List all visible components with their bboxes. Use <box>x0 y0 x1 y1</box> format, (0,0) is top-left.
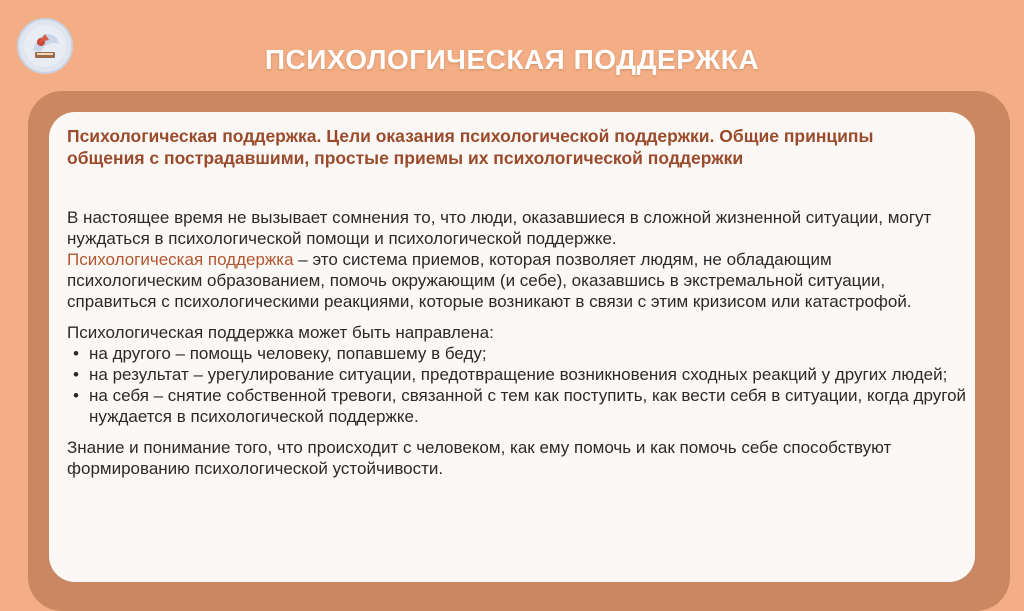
bullet-icon: • <box>73 386 79 405</box>
page-title: ПСИХОЛОГИЧЕСКАЯ ПОДДЕРЖКА <box>264 44 760 75</box>
section-heading: Психологическая поддержка. Цели оказания психологической поддержки. Общие принципы общения с пострадавшими, простые приемы их психологической поддержки <box>67 126 874 168</box>
list-item: • на результат – урегулирование ситуации, предотвращение возникновения сходных реакций у других людей; <box>73 365 948 384</box>
directions-list <box>67 343 967 427</box>
bullet-icon: • <box>73 365 79 384</box>
intro-paragraph: В настоящее время не вызывает сомнения то, что люди, оказавшиеся в сложной жизненной ситуации, могут нуждаться в психологической помощи и психологической поддержке. <box>67 208 932 248</box>
definition-term: Психологическая поддержка <box>67 250 294 269</box>
bullet-icon: • <box>73 344 79 363</box>
definition-text: – это система приемов, которая позволяет людям, не обладающим психологическим образованием, помочь окружающим (и себе), оказавшись в экстремальной ситуации, справиться с психологическими реакциями, которые возникают в связи с этим кризисом или катастрофой. <box>67 250 912 311</box>
list-item: • на другого – помощь человеку, попавшему в беду; <box>73 344 487 363</box>
definition-paragraph <box>67 249 967 312</box>
direction-intro: Психологическая поддержка может быть направлена: <box>67 323 494 342</box>
body-text <box>67 207 967 479</box>
list-item: • на себя – снятие собственной тревоги, связанной с тем как поступить, как вести себя в ситуации, когда другой нуждается в психологической поддержке. <box>73 386 967 426</box>
conclusion-paragraph: Знание и понимание того, что происходит с человеком, как ему помочь и как помочь себе способствуют формированию психологической устойчивости. <box>67 438 892 478</box>
